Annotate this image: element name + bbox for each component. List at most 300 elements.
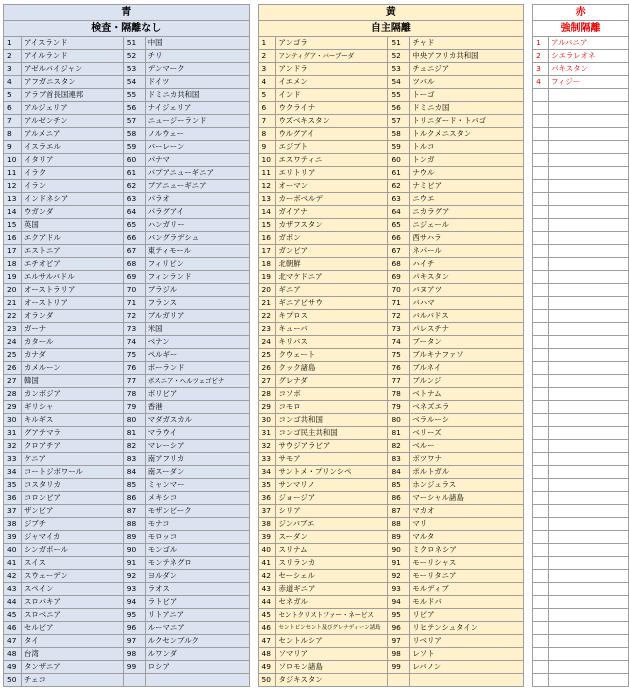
blue-left-country: カンボジア bbox=[21, 388, 123, 401]
yellow-right-country: ネパール bbox=[410, 245, 524, 258]
red-country bbox=[549, 284, 629, 297]
blue-left-number: 39 bbox=[4, 531, 22, 544]
blue-right-country: リトアニア bbox=[145, 609, 249, 622]
yellow-left-number: 17 bbox=[258, 245, 276, 258]
yellow-left-number: 47 bbox=[258, 635, 276, 648]
column-gap bbox=[524, 271, 533, 284]
yellow-right-number: 61 bbox=[388, 167, 410, 180]
red-number bbox=[533, 453, 549, 466]
yellow-left-number: 48 bbox=[258, 648, 276, 661]
yellow-left-country: ソロモン諸島 bbox=[276, 661, 388, 674]
blue-left-country: スロバキア bbox=[21, 596, 123, 609]
blue-right-country: マレーシア bbox=[145, 440, 249, 453]
blue-left-country: インドネシア bbox=[21, 193, 123, 206]
red-country bbox=[549, 648, 629, 661]
yellow-right-number: 72 bbox=[388, 310, 410, 323]
blue-left-number: 12 bbox=[4, 180, 22, 193]
yellow-left-country: ウルグアイ bbox=[276, 128, 388, 141]
blue-right-country: パラオ bbox=[145, 193, 249, 206]
red-country bbox=[549, 115, 629, 128]
table-row bbox=[4, 310, 629, 323]
blue-left-number: 1 bbox=[4, 37, 22, 50]
yellow-left-country: カーボベルデ bbox=[276, 193, 388, 206]
yellow-left-number: 4 bbox=[258, 76, 276, 89]
column-gap bbox=[524, 206, 533, 219]
yellow-left-number: 44 bbox=[258, 596, 276, 609]
blue-left-country: セルビア bbox=[21, 622, 123, 635]
blue-left-number: 29 bbox=[4, 401, 22, 414]
yellow-left-number: 14 bbox=[258, 206, 276, 219]
column-gap bbox=[524, 323, 533, 336]
blue-left-number: 33 bbox=[4, 453, 22, 466]
column-gap bbox=[249, 635, 258, 648]
yellow-left-number: 33 bbox=[258, 453, 276, 466]
yellow-right-number: 51 bbox=[388, 37, 410, 50]
yellow-right-number: 80 bbox=[388, 414, 410, 427]
blue-left-number: 37 bbox=[4, 505, 22, 518]
yellow-right-number: 81 bbox=[388, 427, 410, 440]
column-gap bbox=[524, 102, 533, 115]
red-number bbox=[533, 427, 549, 440]
blue-right-number: 59 bbox=[123, 141, 145, 154]
column-gap bbox=[249, 531, 258, 544]
blue-left-country: オランダ bbox=[21, 310, 123, 323]
yellow-left-country: 北朝鮮 bbox=[276, 258, 388, 271]
table-row bbox=[4, 440, 629, 453]
yellow-left-country: コンゴ民主共和国 bbox=[276, 427, 388, 440]
yellow-right-number: 98 bbox=[388, 648, 410, 661]
blue-right-number: 56 bbox=[123, 102, 145, 115]
blue-left-number: 24 bbox=[4, 336, 22, 349]
red-country bbox=[549, 323, 629, 336]
blue-right-country: フィリピン bbox=[145, 258, 249, 271]
column-gap bbox=[249, 401, 258, 414]
yellow-right-country: ホンジュラス bbox=[410, 479, 524, 492]
yellow-right-country: レバノン bbox=[410, 661, 524, 674]
blue-left-number: 38 bbox=[4, 518, 22, 531]
blue-left-number: 28 bbox=[4, 388, 22, 401]
yellow-left-country: イエメン bbox=[276, 76, 388, 89]
table-row bbox=[4, 674, 629, 687]
red-number bbox=[533, 401, 549, 414]
yellow-right-number: 93 bbox=[388, 583, 410, 596]
yellow-right-number: 85 bbox=[388, 479, 410, 492]
column-gap bbox=[524, 63, 533, 76]
blue-left-country: アフガニスタン bbox=[21, 76, 123, 89]
blue-right-country: ボリビア bbox=[145, 388, 249, 401]
red-group-subtitle: 強制隔離 bbox=[533, 21, 629, 37]
red-number bbox=[533, 492, 549, 505]
yellow-left-country: サウジアラビア bbox=[276, 440, 388, 453]
table-row bbox=[4, 219, 629, 232]
yellow-right-number: 76 bbox=[388, 362, 410, 375]
blue-left-country: 英国 bbox=[21, 219, 123, 232]
blue-left-number: 48 bbox=[4, 648, 22, 661]
yellow-right-number: 84 bbox=[388, 466, 410, 479]
blue-left-number: 46 bbox=[4, 622, 22, 635]
blue-left-country: ケニア bbox=[21, 453, 123, 466]
blue-left-country: 韓国 bbox=[21, 375, 123, 388]
red-number bbox=[533, 388, 549, 401]
blue-right-number: 84 bbox=[123, 466, 145, 479]
column-gap bbox=[524, 362, 533, 375]
red-country bbox=[549, 570, 629, 583]
column-gap bbox=[249, 583, 258, 596]
yellow-right-number: 92 bbox=[388, 570, 410, 583]
blue-right-number: 52 bbox=[123, 50, 145, 63]
table-row bbox=[4, 492, 629, 505]
yellow-right-country: リヒテンシュタイン bbox=[410, 622, 524, 635]
column-gap bbox=[524, 89, 533, 102]
red-number bbox=[533, 154, 549, 167]
yellow-right-number: 91 bbox=[388, 557, 410, 570]
blue-right-number: 67 bbox=[123, 245, 145, 258]
blue-left-country: アルメニア bbox=[21, 128, 123, 141]
column-gap bbox=[524, 414, 533, 427]
column-gap bbox=[249, 232, 258, 245]
yellow-right-number: 86 bbox=[388, 492, 410, 505]
blue-left-country: スロベニア bbox=[21, 609, 123, 622]
column-gap bbox=[249, 141, 258, 154]
blue-right-country: フィンランド bbox=[145, 271, 249, 284]
blue-left-country: コスタリカ bbox=[21, 479, 123, 492]
column-gap bbox=[524, 21, 533, 37]
yellow-left-number: 41 bbox=[258, 557, 276, 570]
yellow-left-country: セーシェル bbox=[276, 570, 388, 583]
table-row bbox=[4, 128, 629, 141]
table-row bbox=[4, 258, 629, 271]
blue-right-country: ニュージーランド bbox=[145, 115, 249, 128]
red-number bbox=[533, 297, 549, 310]
yellow-left-number: 13 bbox=[258, 193, 276, 206]
red-country bbox=[549, 466, 629, 479]
red-country bbox=[549, 375, 629, 388]
blue-right-number: 72 bbox=[123, 310, 145, 323]
blue-left-number: 7 bbox=[4, 115, 22, 128]
yellow-left-number: 30 bbox=[258, 414, 276, 427]
yellow-right-number: 96 bbox=[388, 622, 410, 635]
blue-right-number: 64 bbox=[123, 206, 145, 219]
table-row bbox=[4, 401, 629, 414]
blue-right-number: 83 bbox=[123, 453, 145, 466]
blue-right-number: 74 bbox=[123, 336, 145, 349]
column-gap bbox=[249, 102, 258, 115]
yellow-left-country: ジョージア bbox=[276, 492, 388, 505]
blue-left-number: 42 bbox=[4, 570, 22, 583]
red-country bbox=[549, 154, 629, 167]
yellow-left-number: 7 bbox=[258, 115, 276, 128]
blue-left-number: 47 bbox=[4, 635, 22, 648]
column-gap bbox=[249, 50, 258, 63]
red-number bbox=[533, 310, 549, 323]
red-number: 2 bbox=[533, 50, 549, 63]
blue-left-country: キルギス bbox=[21, 414, 123, 427]
blue-right-number: 98 bbox=[123, 648, 145, 661]
column-gap bbox=[524, 154, 533, 167]
blue-left-number: 14 bbox=[4, 206, 22, 219]
blue-right-country: ボスニア・ヘルツェゴビナ bbox=[145, 375, 249, 388]
red-country bbox=[549, 609, 629, 622]
red-number bbox=[533, 661, 549, 674]
column-gap bbox=[249, 349, 258, 362]
red-number bbox=[533, 596, 549, 609]
yellow-left-country: エスワティニ bbox=[276, 154, 388, 167]
column-gap bbox=[249, 37, 258, 50]
yellow-left-number: 15 bbox=[258, 219, 276, 232]
red-number bbox=[533, 648, 549, 661]
column-gap bbox=[524, 427, 533, 440]
red-number bbox=[533, 323, 549, 336]
yellow-right-country: チャド bbox=[410, 37, 524, 50]
yellow-right-country: バルバドス bbox=[410, 310, 524, 323]
column-gap bbox=[524, 375, 533, 388]
yellow-right-number: 89 bbox=[388, 531, 410, 544]
column-gap bbox=[524, 128, 533, 141]
column-gap bbox=[249, 427, 258, 440]
red-number bbox=[533, 180, 549, 193]
table-row bbox=[4, 362, 629, 375]
red-country: パキスタン bbox=[549, 63, 629, 76]
yellow-left-country: セントクリストファー・ネービス bbox=[276, 609, 388, 622]
blue-right-country: ハンガリー bbox=[145, 219, 249, 232]
red-number bbox=[533, 219, 549, 232]
blue-left-number: 23 bbox=[4, 323, 22, 336]
blue-right-country: 南アフリカ bbox=[145, 453, 249, 466]
blue-left-country: オーストラリア bbox=[21, 284, 123, 297]
red-country bbox=[549, 102, 629, 115]
yellow-right-country: ミクロネシア bbox=[410, 544, 524, 557]
red-country bbox=[549, 661, 629, 674]
blue-left-number: 41 bbox=[4, 557, 22, 570]
column-gap bbox=[249, 284, 258, 297]
blue-right-number: 93 bbox=[123, 583, 145, 596]
yellow-right-country: 西サハラ bbox=[410, 232, 524, 245]
yellow-left-number: 1 bbox=[258, 37, 276, 50]
table-row bbox=[4, 375, 629, 388]
table-row bbox=[4, 193, 629, 206]
yellow-left-country: ガボン bbox=[276, 232, 388, 245]
blue-left-number: 40 bbox=[4, 544, 22, 557]
blue-right-number: 95 bbox=[123, 609, 145, 622]
blue-right-number: 62 bbox=[123, 180, 145, 193]
red-number bbox=[533, 89, 549, 102]
column-gap bbox=[524, 336, 533, 349]
blue-right-number: 81 bbox=[123, 427, 145, 440]
blue-right-number: 69 bbox=[123, 271, 145, 284]
blue-right-number: 92 bbox=[123, 570, 145, 583]
blue-left-number: 5 bbox=[4, 89, 22, 102]
blue-right-number: 80 bbox=[123, 414, 145, 427]
red-country bbox=[549, 505, 629, 518]
column-gap bbox=[524, 76, 533, 89]
blue-left-number: 30 bbox=[4, 414, 22, 427]
column-gap bbox=[524, 50, 533, 63]
blue-right-country: パナマ bbox=[145, 154, 249, 167]
red-number bbox=[533, 362, 549, 375]
column-gap bbox=[249, 258, 258, 271]
red-country bbox=[549, 336, 629, 349]
blue-right-number bbox=[123, 674, 145, 687]
red-country bbox=[549, 440, 629, 453]
red-country bbox=[549, 544, 629, 557]
column-gap bbox=[249, 5, 258, 21]
yellow-right-number: 59 bbox=[388, 141, 410, 154]
blue-right-number: 75 bbox=[123, 349, 145, 362]
column-gap bbox=[249, 609, 258, 622]
red-number bbox=[533, 232, 549, 245]
blue-right-country: バングラデシュ bbox=[145, 232, 249, 245]
yellow-right-country: ハイチ bbox=[410, 258, 524, 271]
blue-left-number: 10 bbox=[4, 154, 22, 167]
yellow-right-number: 70 bbox=[388, 284, 410, 297]
table-row bbox=[4, 336, 629, 349]
blue-left-country: ウガンダ bbox=[21, 206, 123, 219]
yellow-right-country: トルクメニスタン bbox=[410, 128, 524, 141]
yellow-right-country: ベラルーシ bbox=[410, 414, 524, 427]
blue-left-country: ジャマイカ bbox=[21, 531, 123, 544]
yellow-left-country: ウクライナ bbox=[276, 102, 388, 115]
blue-left-country: オーストリア bbox=[21, 297, 123, 310]
column-gap bbox=[524, 180, 533, 193]
yellow-right-number: 75 bbox=[388, 349, 410, 362]
yellow-right-country: マーシャル諸島 bbox=[410, 492, 524, 505]
yellow-left-number: 12 bbox=[258, 180, 276, 193]
yellow-right-number: 53 bbox=[388, 63, 410, 76]
blue-right-country: ブルガリア bbox=[145, 310, 249, 323]
blue-left-number: 35 bbox=[4, 479, 22, 492]
column-gap bbox=[249, 76, 258, 89]
red-country bbox=[549, 232, 629, 245]
yellow-right-number: 71 bbox=[388, 297, 410, 310]
red-country bbox=[549, 167, 629, 180]
blue-right-country: ラトビア bbox=[145, 596, 249, 609]
blue-left-number: 16 bbox=[4, 232, 22, 245]
yellow-right-number: 87 bbox=[388, 505, 410, 518]
blue-right-country: モザンビーク bbox=[145, 505, 249, 518]
yellow-right-country: モルディブ bbox=[410, 583, 524, 596]
header-row-subtitle bbox=[4, 21, 629, 37]
yellow-left-country: ギニア bbox=[276, 284, 388, 297]
yellow-left-number: 43 bbox=[258, 583, 276, 596]
table-row bbox=[4, 466, 629, 479]
yellow-right-number: 73 bbox=[388, 323, 410, 336]
blue-left-number: 25 bbox=[4, 349, 22, 362]
red-number bbox=[533, 505, 549, 518]
column-gap bbox=[249, 466, 258, 479]
red-number bbox=[533, 193, 549, 206]
blue-left-country: イタリア bbox=[21, 154, 123, 167]
red-country bbox=[549, 492, 629, 505]
column-gap bbox=[249, 505, 258, 518]
blue-left-number: 3 bbox=[4, 63, 22, 76]
table-row bbox=[4, 102, 629, 115]
red-number bbox=[533, 544, 549, 557]
table-row bbox=[4, 284, 629, 297]
yellow-right-number: 65 bbox=[388, 219, 410, 232]
yellow-right-number: 52 bbox=[388, 50, 410, 63]
yellow-left-country: アンドラ bbox=[276, 63, 388, 76]
yellow-left-country: サントメ・プリンシペ bbox=[276, 466, 388, 479]
blue-left-country: シンガポール bbox=[21, 544, 123, 557]
blue-left-country: カナダ bbox=[21, 349, 123, 362]
blue-right-country: ペルギー bbox=[145, 349, 249, 362]
table-row bbox=[4, 531, 629, 544]
yellow-right-number: 82 bbox=[388, 440, 410, 453]
blue-right-number: 86 bbox=[123, 492, 145, 505]
red-country bbox=[549, 141, 629, 154]
yellow-right-country: バヌアツ bbox=[410, 284, 524, 297]
table-row bbox=[4, 635, 629, 648]
yellow-right-country: マリ bbox=[410, 518, 524, 531]
column-gap bbox=[249, 297, 258, 310]
table-row bbox=[4, 453, 629, 466]
yellow-left-country: ガイアナ bbox=[276, 206, 388, 219]
column-gap bbox=[249, 128, 258, 141]
blue-left-number: 44 bbox=[4, 596, 22, 609]
yellow-right-country: トンガ bbox=[410, 154, 524, 167]
blue-right-country: ミャンマー bbox=[145, 479, 249, 492]
blue-left-number: 6 bbox=[4, 102, 22, 115]
blue-right-country: バーレーン bbox=[145, 141, 249, 154]
blue-right-country: モロッコ bbox=[145, 531, 249, 544]
column-gap bbox=[249, 115, 258, 128]
yellow-right-number: 68 bbox=[388, 258, 410, 271]
blue-left-number: 11 bbox=[4, 167, 22, 180]
yellow-left-number: 46 bbox=[258, 622, 276, 635]
yellow-left-number: 35 bbox=[258, 479, 276, 492]
table-row bbox=[4, 583, 629, 596]
yellow-left-country: ソマリア bbox=[276, 648, 388, 661]
red-country bbox=[549, 414, 629, 427]
blue-left-country: アゼルバイジャン bbox=[21, 63, 123, 76]
blue-left-country: グアテマラ bbox=[21, 427, 123, 440]
yellow-right-number: 60 bbox=[388, 154, 410, 167]
blue-left-country: アラブ首長国連邦 bbox=[21, 89, 123, 102]
blue-right-number: 66 bbox=[123, 232, 145, 245]
yellow-left-country: ジンバブエ bbox=[276, 518, 388, 531]
yellow-left-number: 5 bbox=[258, 89, 276, 102]
blue-right-country: マラウイ bbox=[145, 427, 249, 440]
column-gap bbox=[524, 349, 533, 362]
blue-right-country: ブラジル bbox=[145, 284, 249, 297]
table-row bbox=[4, 349, 629, 362]
blue-right-country: ノルウェー bbox=[145, 128, 249, 141]
red-country: アルバニア bbox=[549, 37, 629, 50]
blue-left-country: スペイン bbox=[21, 583, 123, 596]
column-gap bbox=[249, 154, 258, 167]
yellow-right-country: マルタ bbox=[410, 531, 524, 544]
red-number bbox=[533, 271, 549, 284]
yellow-right-number: 88 bbox=[388, 518, 410, 531]
yellow-right-country: ナミビア bbox=[410, 180, 524, 193]
blue-right-number: 70 bbox=[123, 284, 145, 297]
column-gap bbox=[524, 115, 533, 128]
yellow-left-country: アンゴラ bbox=[276, 37, 388, 50]
yellow-right-country: ブルキナファソ bbox=[410, 349, 524, 362]
red-number bbox=[533, 414, 549, 427]
column-gap bbox=[249, 362, 258, 375]
yellow-right-country: リベリア bbox=[410, 635, 524, 648]
yellow-left-country: カザフスタン bbox=[276, 219, 388, 232]
column-gap bbox=[524, 310, 533, 323]
table-row bbox=[4, 271, 629, 284]
country-table bbox=[3, 4, 629, 687]
column-gap bbox=[249, 388, 258, 401]
blue-right-country: ナイジェリア bbox=[145, 102, 249, 115]
yellow-right-number: 83 bbox=[388, 453, 410, 466]
yellow-right-number bbox=[388, 674, 410, 687]
column-gap bbox=[524, 544, 533, 557]
